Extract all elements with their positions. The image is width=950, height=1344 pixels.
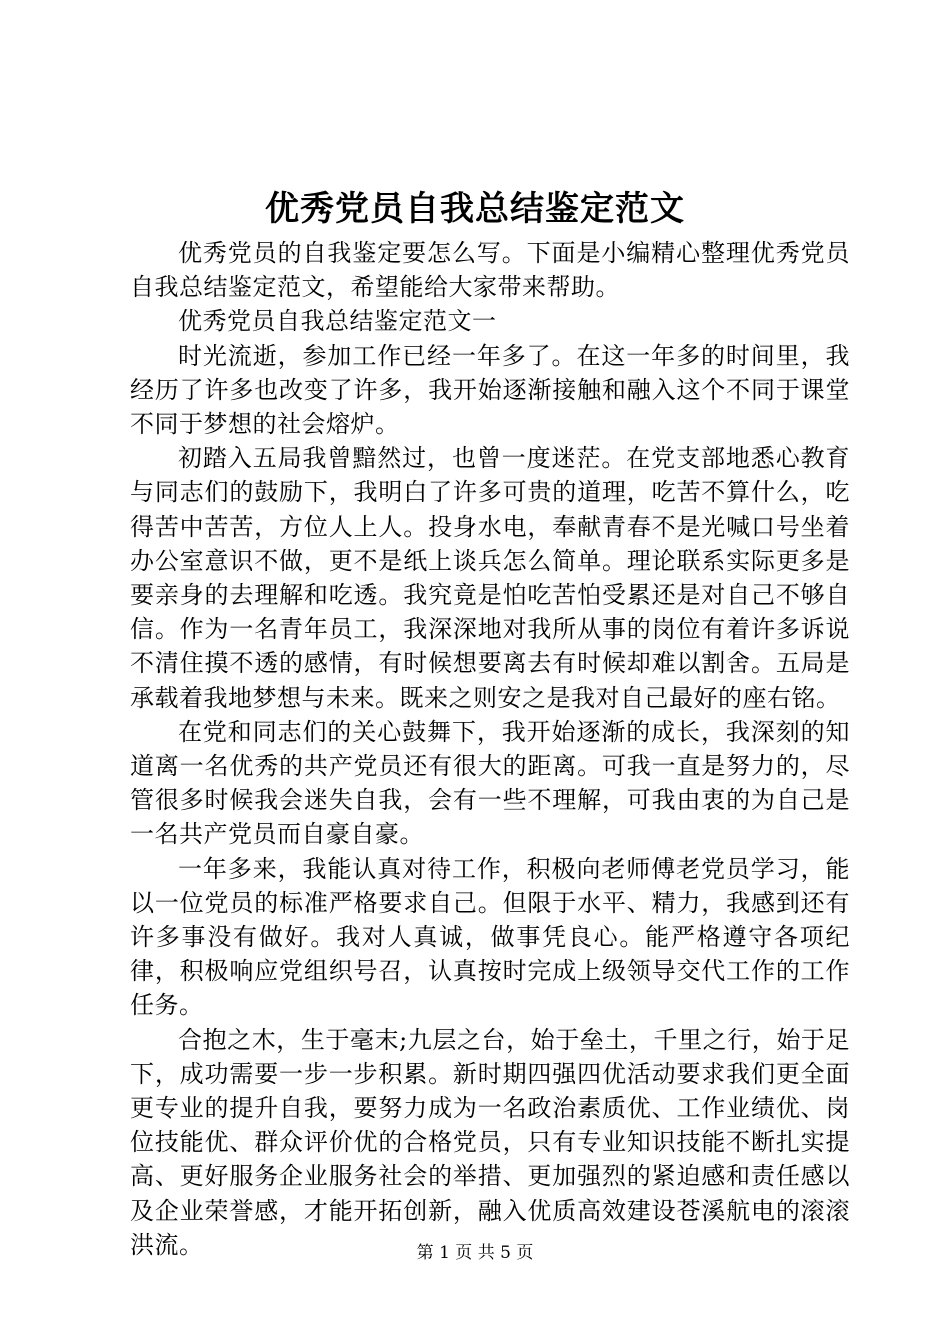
page-number-footer: 第 1 页 共 5 页 [416,1243,534,1263]
paragraph-5: 合抱之木，生于毫末;九层之台，始于垒土，千里之行，始于足下，成功需要一步一步积累。新时期四强四优活动要求我们更全面更专业的提升自我，要努力成为一名政治素质优、工作业绩优、岗位技能优、群众评价优的合格党员，只有专业知识技能不断扎实提高、更好服务企业服务社会的举措、更加强烈的紧迫感和责任感以及企业荣誉感，才能开拓创新，融入优质高效建设苍溪航电的滚滚洪流。 [130,1025,850,1259]
paragraph-2: 初踏入五局我曾黯然过，也曾一度迷茫。在党支部地悉心教育与同志们的鼓励下，我明白了许多可贵的道理，吃苦不算什么，吃得苦中苦苦，方位人上人。投身水电，奉献青春不是光喊口号坐着办公室意识不做，更不是纸上谈兵怎么简单。理论联系实际更多是要亲身的去理解和吃透。我究竟是怕吃苦怕受累还是对自己不够自信。作为一名青年员工，我深深地对我所从事的岗位有着许多诉说不清住摸不透的感情，有时候想要离去有时候却难以割舍。五局是承载着我地梦想与未来。既来之则安之是我对自己最好的座右铭。 [130,444,850,712]
paragraph-intro: 优秀党员的自我鉴定要怎么写。下面是小编精心整理优秀党员自我总结鉴定范文，希望能给大家带来帮助。 [130,239,850,302]
document-body [130,236,850,1262]
document-title: 优秀党员自我总结鉴定范文 [265,189,685,229]
paragraph-3: 在党和同志们的关心鼓舞下，我开始逐渐的成长，我深刻的知道离一名优秀的共产党员还有很大的距离。可我一直是努力的，尽管很多时候我会迷失自我，会有一些不理解，可我由衷的为自己是一名共产党员而自豪自豪。 [130,717,850,849]
paragraph-subheading: 优秀党员自我总结鉴定范文一 [178,307,497,336]
paragraph-4: 一年多来，我能认真对待工作，积极向老师傅老党员学习，能以一位党员的标准严格要求自己。但限于水平、精力，我感到还有许多事没有做好。我对人真诚，做事凭良心。能严格遵守各项纪律，积极响应党组织号召，认真按时完成上级领导交代工作的工作任务。 [130,854,850,1020]
paragraph-1: 时光流逝，参加工作已经一年多了。在这一年多的时间里，我经历了许多也改变了许多，我开始逐渐接触和融入这个不同于课堂不同于梦想的社会熔炉。 [130,341,850,439]
